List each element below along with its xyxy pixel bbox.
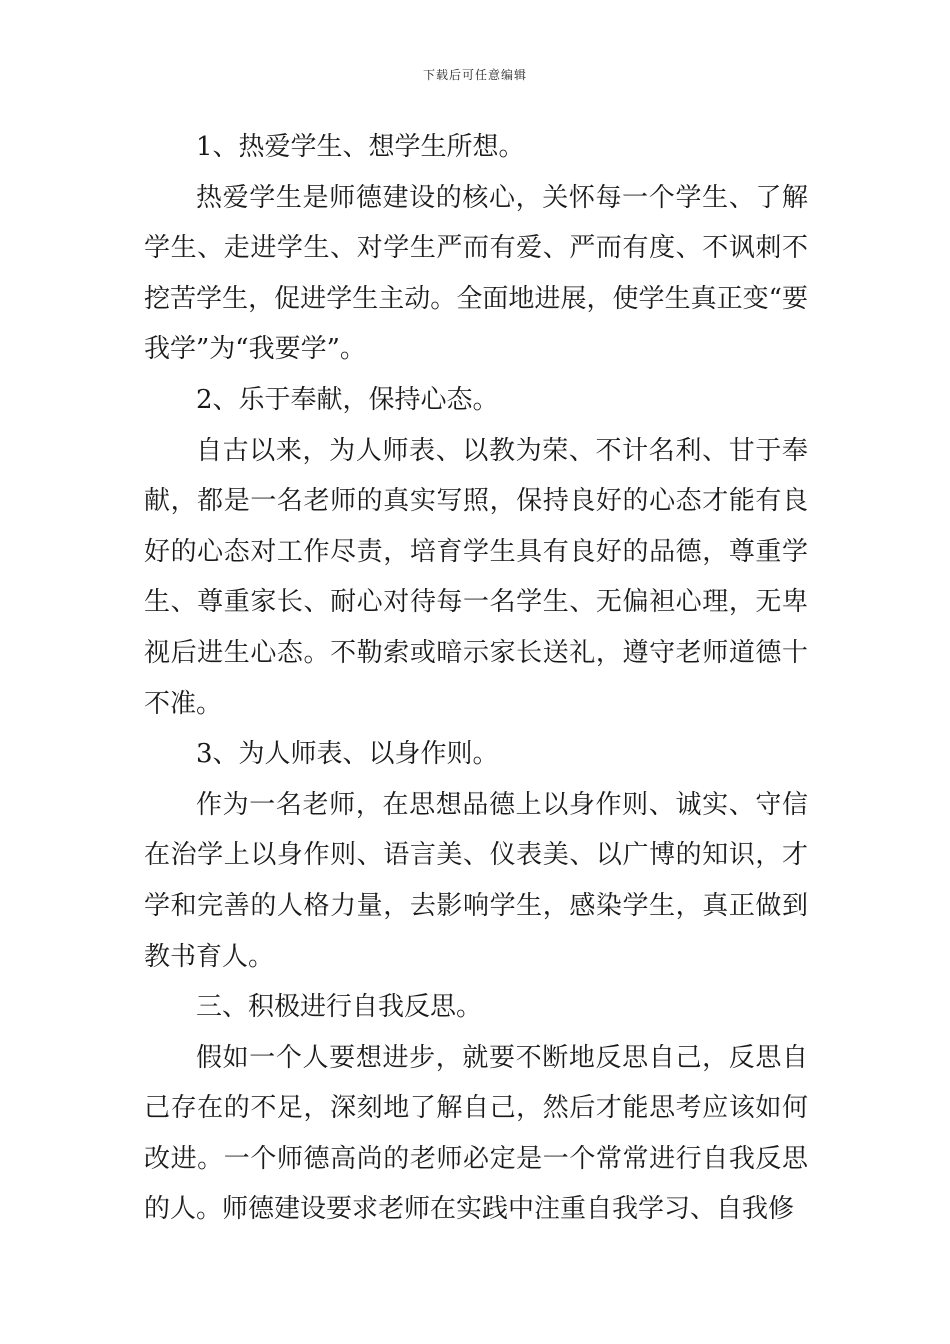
paragraph-self-reflection: 假如一个人要想进步，就要不断地反思自己，反思自己存在的不足，深刻地了解自己，然后才能思考应该如何改进。一个师德高尚的老师必定是一个常常进行自我反思的人。师德建设要求老师在实践中注重自我学习、自我修 — [144, 1042, 808, 1225]
page-header-note: 下载后可任意编辑 — [422, 68, 527, 82]
heading-dedication: 2、乐于奉献，保持心态。 — [196, 384, 499, 415]
paragraph-love-students: 热爱学生是师德建设的核心，关怀每一个学生、了解学生、走进学生、对学生严而有爱、严而有度、不讽刺不挖苦学生，促进学生主动。全面地进展，使学生真正变“要我学”为“我要学”。 — [144, 182, 808, 365]
heading-love-students: 1、热爱学生、想学生所想。 — [196, 132, 525, 162]
heading-self-reflection: 三、积极进行自我反思。 — [196, 992, 483, 1023]
paragraph-dedication: 自古以来，为人师表、以教为荣、不计名利、甘于奉献，都是一名老师的真实写照，保持良好的心态才能有良好的心态对工作尽责，培育学生具有良好的品德，尊重学生、尊重家长、耐心对待每一名学生、无偏袒心理，无卑视后进生心态。不勒索或暗示家长送礼，遵守老师道德十不准。 — [144, 435, 808, 719]
heading-role-model: 3、为人师表、以身作则。 — [196, 739, 499, 770]
document-body — [144, 122, 808, 1235]
paragraph-role-model: 作为一名老师，在思想品德上以身作则、诚实、守信在治学上以身作则、语言美、仪表美、以广博的知识，才学和完善的人格力量，去影响学生，感染学生，真正做到教书育人。 — [144, 789, 808, 972]
